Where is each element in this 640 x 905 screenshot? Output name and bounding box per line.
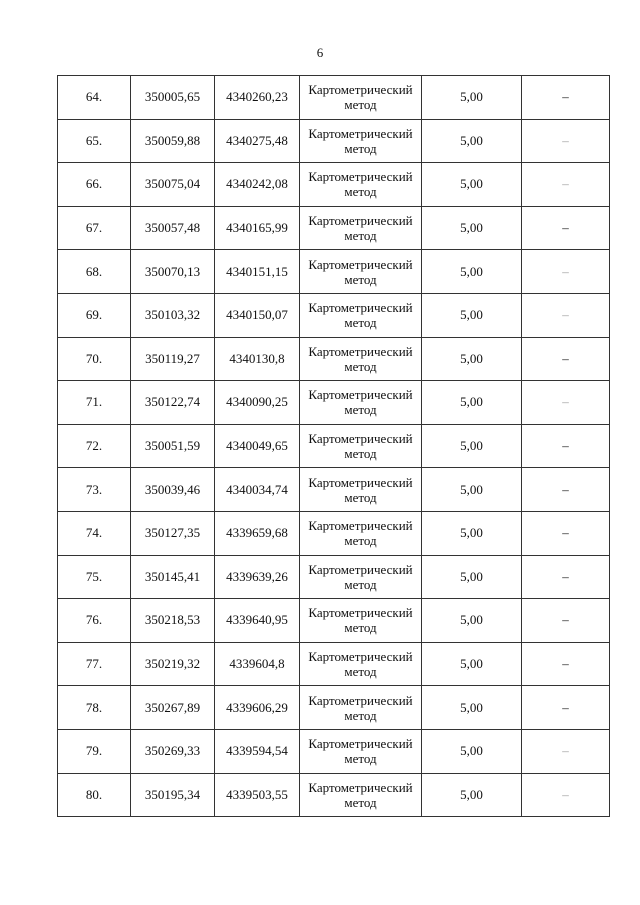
method-line-1: Картометрический xyxy=(308,431,413,447)
point-number-cell: 80. xyxy=(58,773,131,817)
accuracy-cell: 5,00 xyxy=(422,555,522,599)
x-coordinate-cell: 350103,32 xyxy=(131,293,215,337)
method-line-1: Картометрический xyxy=(308,474,413,490)
method-line-2: метод xyxy=(344,533,377,549)
point-number-cell: 72. xyxy=(58,424,131,468)
x-coordinate-cell: 350218,53 xyxy=(131,599,215,643)
x-coordinate-cell: 350145,41 xyxy=(131,555,215,599)
y-coordinate-cell: 4340165,99 xyxy=(215,206,300,250)
method-line-2: метод xyxy=(344,751,377,767)
table-row xyxy=(58,686,610,730)
method-line-2: метод xyxy=(344,184,377,200)
y-coordinate-cell: 4339659,68 xyxy=(215,511,300,555)
y-coordinate-cell: 4339640,95 xyxy=(215,599,300,643)
table-row xyxy=(58,119,610,163)
dash-cell: – xyxy=(522,642,610,686)
dash-cell: – xyxy=(522,119,610,163)
accuracy-cell: 5,00 xyxy=(422,293,522,337)
method-cell xyxy=(300,773,422,817)
dash-cell: – xyxy=(522,293,610,337)
method-line-2: метод xyxy=(344,271,377,287)
dash-cell: – xyxy=(522,206,610,250)
x-coordinate-cell: 350127,35 xyxy=(131,511,215,555)
point-number-cell: 78. xyxy=(58,686,131,730)
table-row xyxy=(58,511,610,555)
accuracy-cell: 5,00 xyxy=(422,729,522,773)
method-line-1: Картометрический xyxy=(308,518,413,534)
point-number-cell: 64. xyxy=(58,76,131,120)
x-coordinate-cell: 350195,34 xyxy=(131,773,215,817)
accuracy-cell: 5,00 xyxy=(422,511,522,555)
method-cell xyxy=(300,381,422,425)
table-row xyxy=(58,293,610,337)
method-cell xyxy=(300,206,422,250)
method-line-1: Картометрический xyxy=(308,779,413,795)
table-row xyxy=(58,76,610,120)
table-row xyxy=(58,642,610,686)
x-coordinate-cell: 350070,13 xyxy=(131,250,215,294)
method-cell xyxy=(300,555,422,599)
accuracy-cell: 5,00 xyxy=(422,424,522,468)
dash-cell: – xyxy=(522,337,610,381)
y-coordinate-cell: 4340150,07 xyxy=(215,293,300,337)
table-row xyxy=(58,773,610,817)
method-line-2: метод xyxy=(344,140,377,156)
point-number-cell: 69. xyxy=(58,293,131,337)
x-coordinate-cell: 350057,48 xyxy=(131,206,215,250)
table-row xyxy=(58,337,610,381)
dash-cell: – xyxy=(522,555,610,599)
method-line-1: Картометрический xyxy=(308,213,413,229)
x-coordinate-cell: 350122,74 xyxy=(131,381,215,425)
table-body xyxy=(58,76,610,817)
y-coordinate-cell: 4339503,55 xyxy=(215,773,300,817)
accuracy-cell: 5,00 xyxy=(422,250,522,294)
point-number-cell: 75. xyxy=(58,555,131,599)
dash-cell: – xyxy=(522,381,610,425)
method-cell xyxy=(300,76,422,120)
method-line-2: метод xyxy=(344,228,377,244)
point-number-cell: 73. xyxy=(58,468,131,512)
method-line-2: метод xyxy=(344,707,377,723)
table-row xyxy=(58,468,610,512)
accuracy-cell: 5,00 xyxy=(422,686,522,730)
table-row xyxy=(58,381,610,425)
point-number-cell: 65. xyxy=(58,119,131,163)
table-row xyxy=(58,555,610,599)
x-coordinate-cell: 350075,04 xyxy=(131,163,215,207)
point-number-cell: 74. xyxy=(58,511,131,555)
page-number: 6 xyxy=(316,45,324,60)
x-coordinate-cell: 350039,46 xyxy=(131,468,215,512)
y-coordinate-cell: 4340242,08 xyxy=(215,163,300,207)
method-cell xyxy=(300,337,422,381)
method-line-2: метод xyxy=(344,489,377,505)
method-line-2: метод xyxy=(344,315,377,331)
method-cell xyxy=(300,424,422,468)
method-line-1: Картометрический xyxy=(308,300,413,316)
y-coordinate-cell: 4339606,29 xyxy=(215,686,300,730)
accuracy-cell: 5,00 xyxy=(422,599,522,643)
method-cell xyxy=(300,119,422,163)
table-row xyxy=(58,206,610,250)
method-cell xyxy=(300,163,422,207)
dash-cell: – xyxy=(522,250,610,294)
method-cell xyxy=(300,250,422,294)
x-coordinate-cell: 350051,59 xyxy=(131,424,215,468)
method-cell xyxy=(300,599,422,643)
accuracy-cell: 5,00 xyxy=(422,119,522,163)
x-coordinate-cell: 350059,88 xyxy=(131,119,215,163)
method-cell xyxy=(300,686,422,730)
dash-cell: – xyxy=(522,729,610,773)
table-row xyxy=(58,163,610,207)
dash-cell: – xyxy=(522,424,610,468)
accuracy-cell: 5,00 xyxy=(422,76,522,120)
method-cell xyxy=(300,642,422,686)
y-coordinate-cell: 4340130,8 xyxy=(215,337,300,381)
method-line-1: Картометрический xyxy=(308,125,413,141)
accuracy-cell: 5,00 xyxy=(422,206,522,250)
method-cell xyxy=(300,468,422,512)
method-line-2: метод xyxy=(344,794,377,810)
method-line-2: метод xyxy=(344,358,377,374)
point-number-cell: 71. xyxy=(58,381,131,425)
method-cell xyxy=(300,729,422,773)
x-coordinate-cell: 350267,89 xyxy=(131,686,215,730)
method-line-1: Картометрический xyxy=(308,736,413,752)
dash-cell: – xyxy=(522,76,610,120)
y-coordinate-cell: 4340275,48 xyxy=(215,119,300,163)
x-coordinate-cell: 350005,65 xyxy=(131,76,215,120)
accuracy-cell: 5,00 xyxy=(422,337,522,381)
method-line-1: Картометрический xyxy=(308,387,413,403)
coordinates-table xyxy=(57,75,610,817)
dash-cell: – xyxy=(522,686,610,730)
method-line-2: метод xyxy=(344,97,377,113)
method-line-2: метод xyxy=(344,576,377,592)
method-line-1: Картометрический xyxy=(308,343,413,359)
accuracy-cell: 5,00 xyxy=(422,773,522,817)
point-number-cell: 70. xyxy=(58,337,131,381)
y-coordinate-cell: 4340049,65 xyxy=(215,424,300,468)
method-line-2: метод xyxy=(344,402,377,418)
method-line-2: метод xyxy=(344,620,377,636)
accuracy-cell: 5,00 xyxy=(422,163,522,207)
table-row xyxy=(58,729,610,773)
method-line-1: Картометрический xyxy=(308,692,413,708)
x-coordinate-cell: 350269,33 xyxy=(131,729,215,773)
x-coordinate-cell: 350119,27 xyxy=(131,337,215,381)
method-line-1: Картометрический xyxy=(308,649,413,665)
point-number-cell: 77. xyxy=(58,642,131,686)
table-row xyxy=(58,424,610,468)
dash-cell: – xyxy=(522,163,610,207)
y-coordinate-cell: 4339604,8 xyxy=(215,642,300,686)
y-coordinate-cell: 4339639,26 xyxy=(215,555,300,599)
point-number-cell: 79. xyxy=(58,729,131,773)
table-row xyxy=(58,599,610,643)
method-line-1: Картометрический xyxy=(308,256,413,272)
dash-cell: – xyxy=(522,773,610,817)
method-line-2: метод xyxy=(344,664,377,680)
y-coordinate-cell: 4339594,54 xyxy=(215,729,300,773)
accuracy-cell: 5,00 xyxy=(422,381,522,425)
point-number-cell: 68. xyxy=(58,250,131,294)
y-coordinate-cell: 4340090,25 xyxy=(215,381,300,425)
method-line-1: Картометрический xyxy=(308,561,413,577)
accuracy-cell: 5,00 xyxy=(422,468,522,512)
accuracy-cell: 5,00 xyxy=(422,642,522,686)
method-cell xyxy=(300,293,422,337)
method-line-1: Картометрический xyxy=(308,605,413,621)
table-row xyxy=(58,250,610,294)
dash-cell: – xyxy=(522,599,610,643)
method-line-1: Картометрический xyxy=(308,82,413,98)
method-line-2: метод xyxy=(344,446,377,462)
x-coordinate-cell: 350219,32 xyxy=(131,642,215,686)
y-coordinate-cell: 4340034,74 xyxy=(215,468,300,512)
dash-cell: – xyxy=(522,468,610,512)
y-coordinate-cell: 4340260,23 xyxy=(215,76,300,120)
method-cell xyxy=(300,511,422,555)
point-number-cell: 67. xyxy=(58,206,131,250)
dash-cell: – xyxy=(522,511,610,555)
method-line-1: Картометрический xyxy=(308,169,413,185)
point-number-cell: 66. xyxy=(58,163,131,207)
point-number-cell: 76. xyxy=(58,599,131,643)
y-coordinate-cell: 4340151,15 xyxy=(215,250,300,294)
